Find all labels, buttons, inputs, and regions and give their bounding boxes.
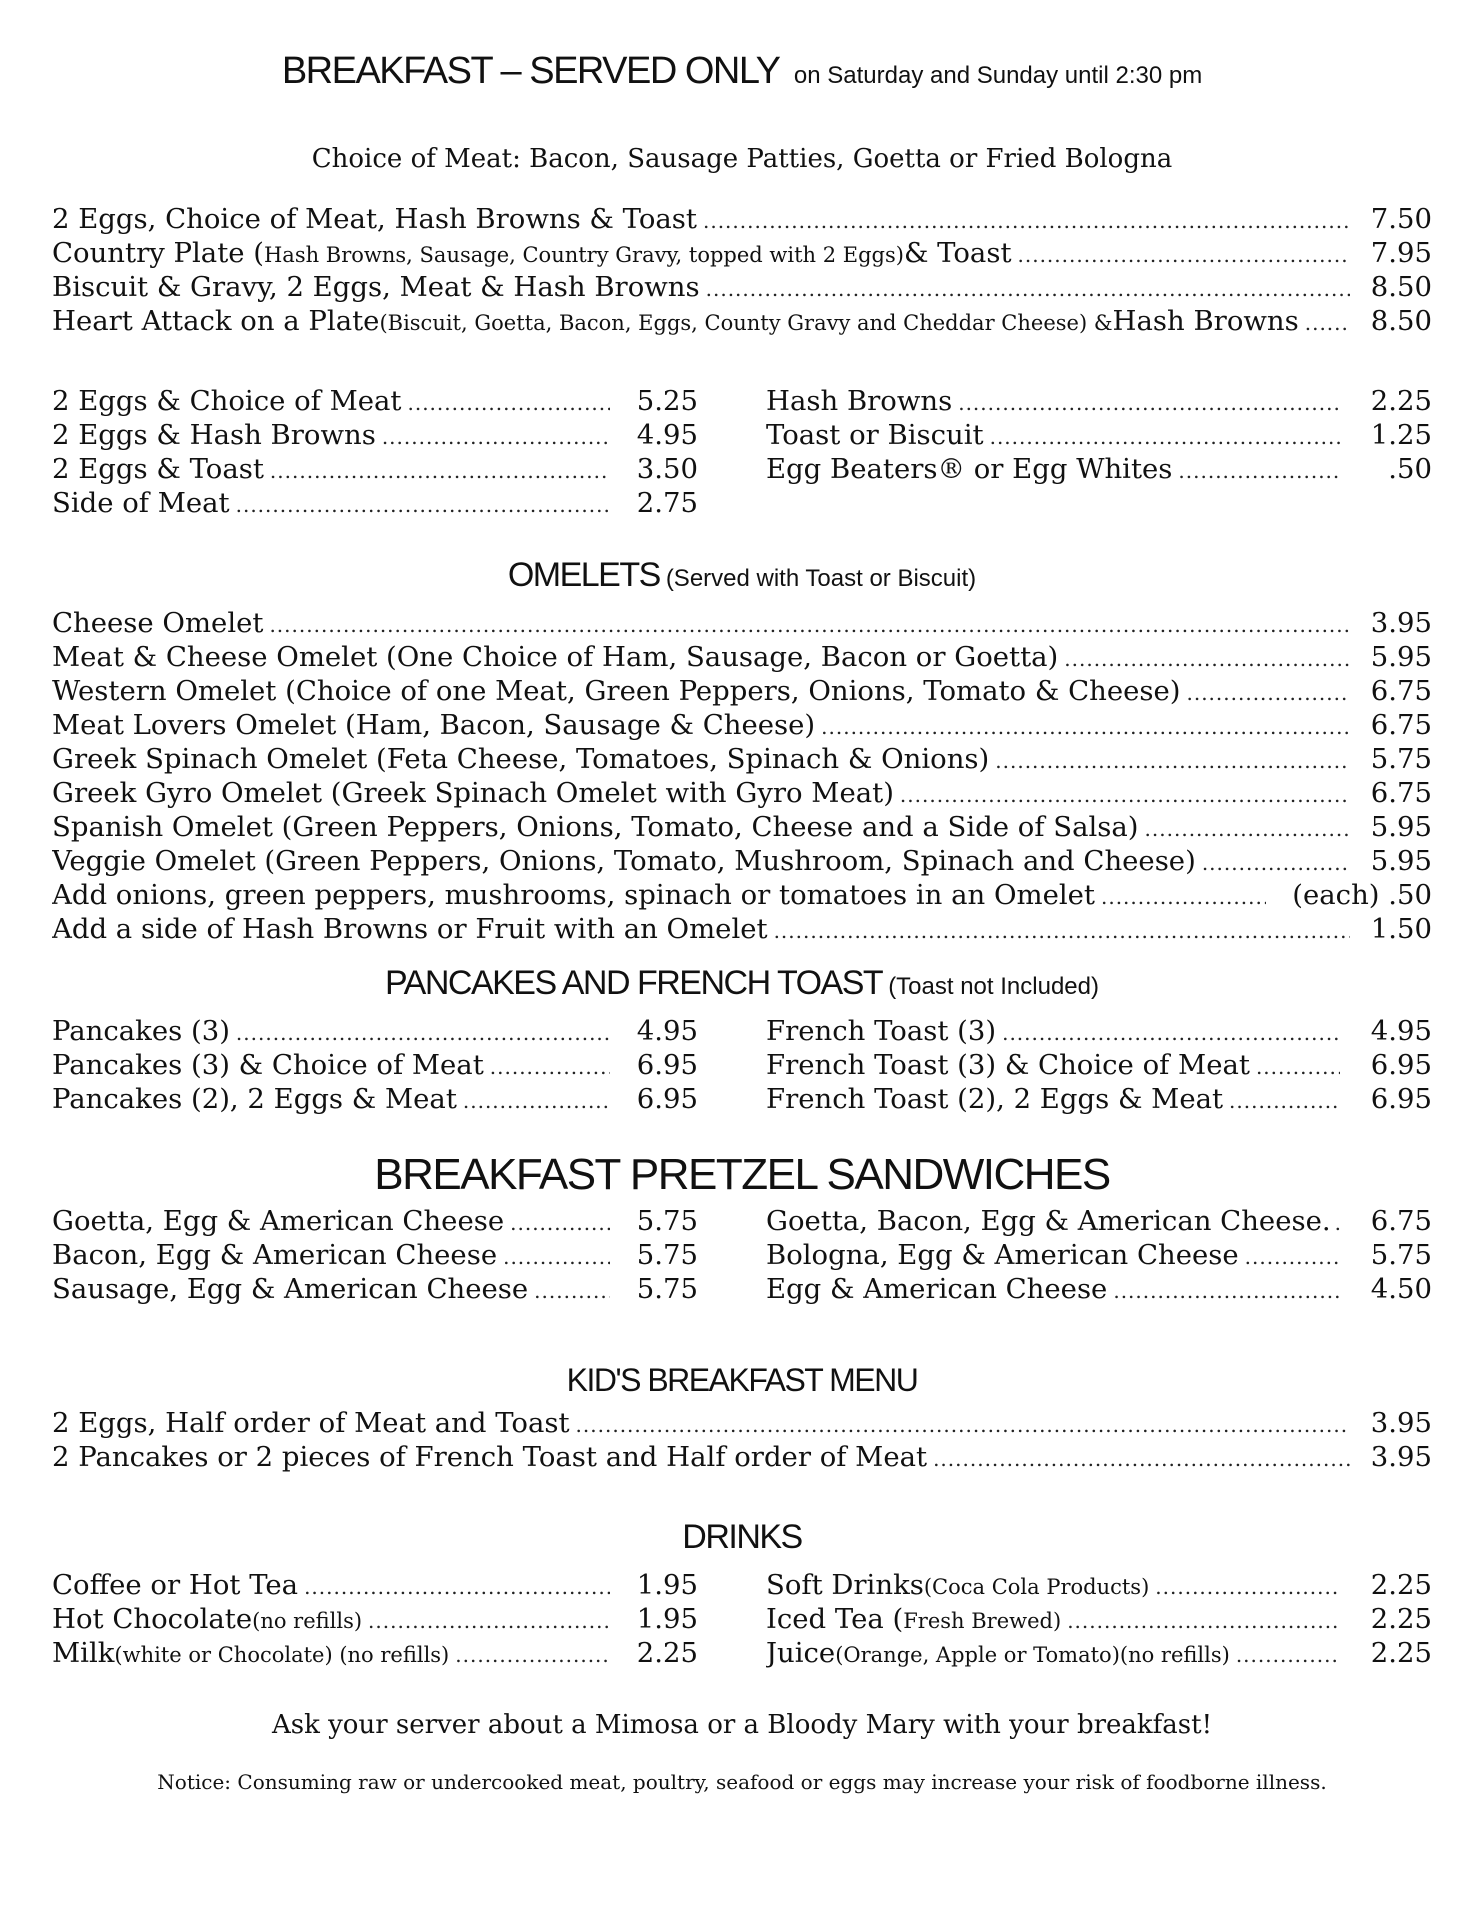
menu-item: Side of Meat ..... 2.75 — [52, 486, 698, 522]
menu-item: Hash Browns ..... 2.25 — [766, 384, 1432, 420]
menu-item: Hot Chocolate (no refills) ..... 1.95 — [52, 1602, 698, 1638]
menu-item: Juice (Orange, Apple or Tomato)(no refills) ..... 2.25 — [766, 1636, 1432, 1672]
section-title-pretzel: BREAKFAST PRETZEL SANDWICHES — [374, 1150, 1110, 1199]
menu-item: Pancakes (3) & Choice of Meat ..... 6.95 — [52, 1048, 698, 1084]
section-title-omelets: OMELETS (Served with Toast or Biscuit) — [507, 556, 977, 594]
page-title — [0, 50, 1484, 93]
menu-item: Goetta, Egg & American Cheese ..... 5.75 — [52, 1204, 698, 1240]
menu-item: Veggie Omelet (Green Peppers, Onions, Tomato, Mushroom, Spinach and Cheese) ..... 5.95 — [52, 844, 1432, 880]
menu-item: Egg Beaters® or Egg Whites ..... .50 — [766, 452, 1432, 488]
section-title-kids: KID'S BREAKFAST MENU — [566, 1362, 918, 1398]
menu-item: Cheese Omelet ..... 3.95 — [52, 606, 1432, 642]
menu-item: 2 Eggs, Half order of Meat and Toast ..... 3.95 — [52, 1406, 1432, 1442]
menu-item: 2 Eggs & Choice of Meat ..... 5.25 — [52, 384, 698, 420]
menu-item: 2 Pancakes or 2 pieces of French Toast and Half order of Meat ..... 3.95 — [52, 1440, 1432, 1476]
menu-item: Sausage, Egg & American Cheese ..... 5.75 — [52, 1272, 698, 1308]
menu-item: Pancakes (2), 2 Eggs & Meat ..... 6.95 — [52, 1082, 698, 1118]
menu-item: Egg & American Cheese ..... 4.50 — [766, 1272, 1432, 1308]
menu-item: Heart Attack on a Plate (Biscuit, Goetta, Bacon, Eggs, County Gravy and Cheddar Cheese) & Hash Browns ..... 8.50 — [52, 304, 1432, 340]
menu-item: 2 Eggs & Toast ..... 3.50 — [52, 452, 698, 488]
menu-item: Bologna, Egg & American Cheese ..... 5.75 — [766, 1238, 1432, 1274]
menu-item: Add onions, green peppers, mushrooms, spinach or tomatoes in an Omelet ..... (each) .50 — [52, 878, 1432, 914]
menu-item: Meat Lovers Omelet (Ham, Bacon, Sausage & Cheese) ..... 6.75 — [52, 708, 1432, 744]
section-title-pancakes: PANCAKES AND FRENCH TOAST (Toast not Included) — [385, 964, 1099, 1002]
promo-text: Ask your server about a Mimosa or a Bloody Mary with your breakfast! — [271, 1710, 1213, 1740]
menu-item: Toast or Biscuit ..... 1.25 — [766, 418, 1432, 454]
health-notice: Notice: Consuming raw or undercooked meat, poultry, seafood or eggs may increase your risk of foodborne illness. — [157, 1770, 1327, 1794]
menu-item: Goetta, Bacon, Egg & American Cheese. ..... 6.75 — [766, 1204, 1432, 1240]
menu-item: French Toast (3) & Choice of Meat ..... 6.95 — [766, 1048, 1432, 1084]
menu-item: Milk (white or Chocolate) (no refills) ..... 2.25 — [52, 1636, 698, 1672]
menu-item: Bacon, Egg & American Cheese ..... 5.75 — [52, 1238, 698, 1274]
menu-item: Biscuit & Gravy, 2 Eggs, Meat & Hash Browns ..... 8.50 — [52, 270, 1432, 306]
title-main: BREAKFAST – SERVED ONLY — [281, 50, 779, 92]
menu-item: Western Omelet (Choice of one Meat, Green Peppers, Onions, Tomato & Cheese) ..... 6.75 — [52, 674, 1432, 710]
menu-item: Coffee or Hot Tea ..... 1.95 — [52, 1568, 698, 1604]
menu-item: Iced Tea ( Fresh Brewed) ..... 2.25 — [766, 1602, 1432, 1638]
title-subtitle: on Saturday and Sunday until 2:30 pm — [793, 62, 1203, 89]
menu-item: 2 Eggs, Choice of Meat, Hash Browns & Toast ..... 7.50 — [52, 202, 1432, 238]
menu-item: Greek Gyro Omelet (Greek Spinach Omelet with Gyro Meat) ..... 6.75 — [52, 776, 1432, 812]
meat-choice-note: Choice of Meat: Bacon, Sausage Patties, Goetta or Fried Bologna — [311, 144, 1173, 174]
menu-item: Pancakes (3) ..... 4.95 — [52, 1014, 698, 1050]
menu-item: Spanish Omelet (Green Peppers, Onions, Tomato, Cheese and a Side of Salsa) ..... 5.95 — [52, 810, 1432, 846]
menu-item: French Toast (2), 2 Eggs & Meat ..... 6.95 — [766, 1082, 1432, 1118]
menu-item: Add a side of Hash Browns or Fruit with an Omelet ..... 1.50 — [52, 912, 1432, 948]
menu-item: Soft Drinks (Coca Cola Products) ..... 2.25 — [766, 1568, 1432, 1604]
section-title-drinks: DRINKS — [682, 1518, 802, 1556]
menu-item: Meat & Cheese Omelet (One Choice of Ham, Sausage, Bacon or Goetta) ..... 5.95 — [52, 640, 1432, 676]
menu-item: Greek Spinach Omelet (Feta Cheese, Tomatoes, Spinach & Onions) ..... 5.75 — [52, 742, 1432, 778]
menu-item: 2 Eggs & Hash Browns ..... 4.95 — [52, 418, 698, 454]
menu-item: French Toast (3) ..... 4.95 — [766, 1014, 1432, 1050]
menu-item: Country Plate ( Hash Browns, Sausage, Country Gravy, topped with 2 Eggs) & Toast ..... 7.95 — [52, 236, 1432, 272]
